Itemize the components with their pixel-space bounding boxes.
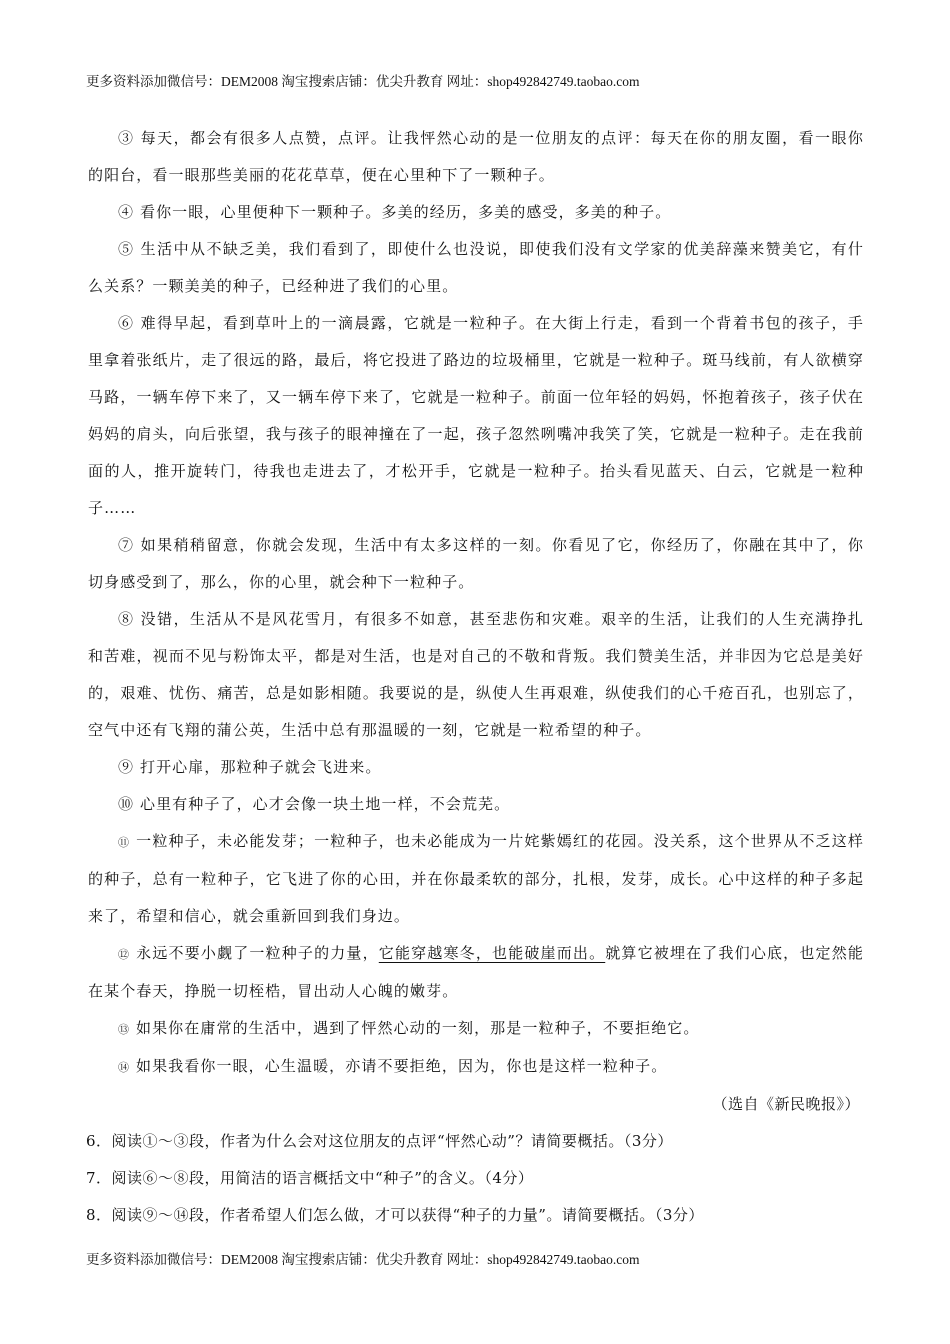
paragraph-number: ⑭ [118,1061,131,1074]
question-6: 6．阅读①～③段，作者为什么会对这位朋友的点评“怦然心动”？请简要概括。（3分） [86,1132,673,1150]
paragraph-text: 如果稍稍留意，你就会发现，生活中有太多这样的一刻。你看见了它，你经历了，你融在其中了，你切身感受到了，那么，你的心里，就会种下一粒种子。 [88,536,864,591]
paragraph-3 [88,120,864,194]
paragraph-number: ⑤ [118,240,135,258]
paragraph-text: 每天，都会有很多人点赞，点评。让我怦然心动的是一位朋友的点评：每天在你的朋友圈，看一眼你的阳台，看一眼那些美丽的花花草草，便在心里种下了一颗种子。 [88,129,864,184]
paragraph-number: ⑬ [118,1023,131,1036]
paragraph-text: 如果你在庸常的生活中，遇到了怦然心动的一刻，那是一粒种子，不要拒绝它。 [135,1019,700,1037]
paragraph-text: 看你一眼，心里便种下一颗种子。多美的经历，多美的感受，多美的种子。 [139,203,672,221]
paragraph-number: ⑩ [118,795,135,813]
article-source: （选自《新民晚报》） [712,1095,860,1113]
paragraph-7 [88,527,864,601]
paragraph-number: ⑨ [118,758,135,776]
paragraph-6 [88,305,864,527]
page-footer: 更多资料添加微信号：DEM2008 淘宝搜索店铺：优尖升教育 网址：shop492842749.taobao.com [86,1252,640,1267]
paragraph-11 [88,823,864,935]
paragraph-number: ⑧ [118,610,135,628]
paragraph-text: 生活中从不缺乏美，我们看到了，即使什么也没说，即使我们没有文学家的优美辞藻来赞美它，有什么关系？一颗美美的种子，已经种进了我们的心里。 [88,240,864,295]
paragraph-14 [88,1048,864,1086]
paragraph-text: 一粒种子，未必能发芽；一粒种子，也未必能成为一片姹紫嫣红的花园。没关系，这个世界从不乏这样的种子，总有一粒种子，它飞进了你的心田，并在你最柔软的部分，扎根，发芽，成长。心中这样的种子多起来了，希望和信心，就会重新回到我们身边。 [88,832,864,925]
paragraph-text: 心里有种子了，心才会像一块土地一样，不会荒芜。 [139,795,511,813]
paragraph-4 [88,194,864,231]
page-header: 更多资料添加微信号：DEM2008 淘宝搜索店铺：优尖升教育 网址：shop492842749.taobao.com [86,74,640,89]
paragraph-number: ③ [118,129,135,147]
paragraph-9 [88,749,864,786]
question-8: 8．阅读⑨～⑭段，作者希望人们怎么做，才可以获得“种子的力量”。请简要概括。（3分） [86,1206,704,1224]
underlined-sentence: 它能穿越寒冬，也能破崖而出。 [378,944,606,962]
paragraph-text: 如果我看你一眼，心生温暖，亦请不要拒绝，因为，你也是这样一粒种子。 [135,1057,668,1075]
paragraph-12 [88,935,864,1010]
paragraph-10 [88,786,864,823]
paragraph-8 [88,601,864,749]
paragraph-number: ④ [118,203,135,221]
paragraph-text-after: 就算它被埋在了我们心底，也定然能在某个春天，挣脱一切桎梏，冒出动人心魄的嫩芽。 [88,944,864,1000]
paragraph-number: ⑦ [118,536,135,554]
paragraph-text-before: 永远不要小觑了一粒种子的力量， [136,944,379,962]
paragraph-text: 打开心扉，那粒种子就会飞进来。 [139,758,382,776]
paragraph-text: 难得早起，看到草叶上的一滴晨露，它就是一粒种子。在大街上行走，看到一个背着书包的孩子，手里拿着张纸片，走了很远的路，最后，将它投进了路边的垃圾桶里，它就是一粒种子。斑马线前，有人欲横穿马路，一辆车停下来了，又一辆车停下来了，它就是一粒种子。前面一位年轻的妈妈，怀抱着孩子，孩子伏在妈妈的肩头，向后张望，我与孩子的眼神撞在了一起，孩子忽然咧嘴冲我笑了笑，它就是一粒种子。走在我前面的人，推开旋转门，待我也走进去了，才松开手，它就是一粒种子。抬头看见蓝天、白云，它就是一粒种子…… [88,314,864,517]
paragraph-text: 没错，生活从不是风花雪月，有很多不如意，甚至悲伤和灾难。艰辛的生活，让我们的人生充满挣扎和苦难，视而不见与粉饰太平，都是对生活，也是对自己的不敬和背叛。我们赞美生活，并非因为它总是美好的，艰难、忧伤、痛苦，总是如影相随。我要说的是，纵使人生再艰难，纵使我们的心千疮百孔，也别忘了，空气中还有飞翔的蒲公英，生活中总有那温暖的一刻，它就是一粒希望的种子。 [88,610,864,739]
paragraph-number: ⑥ [118,314,135,332]
paragraph-number: ⑪ [118,836,131,849]
paragraph-5 [88,231,864,305]
article-body [88,120,864,1234]
paragraph-13 [88,1010,864,1048]
paragraph-number: ⑫ [118,948,131,961]
question-7: 7．阅读⑥～⑧段，用简洁的语言概括文中“种子”的含义。（4分） [86,1169,534,1187]
